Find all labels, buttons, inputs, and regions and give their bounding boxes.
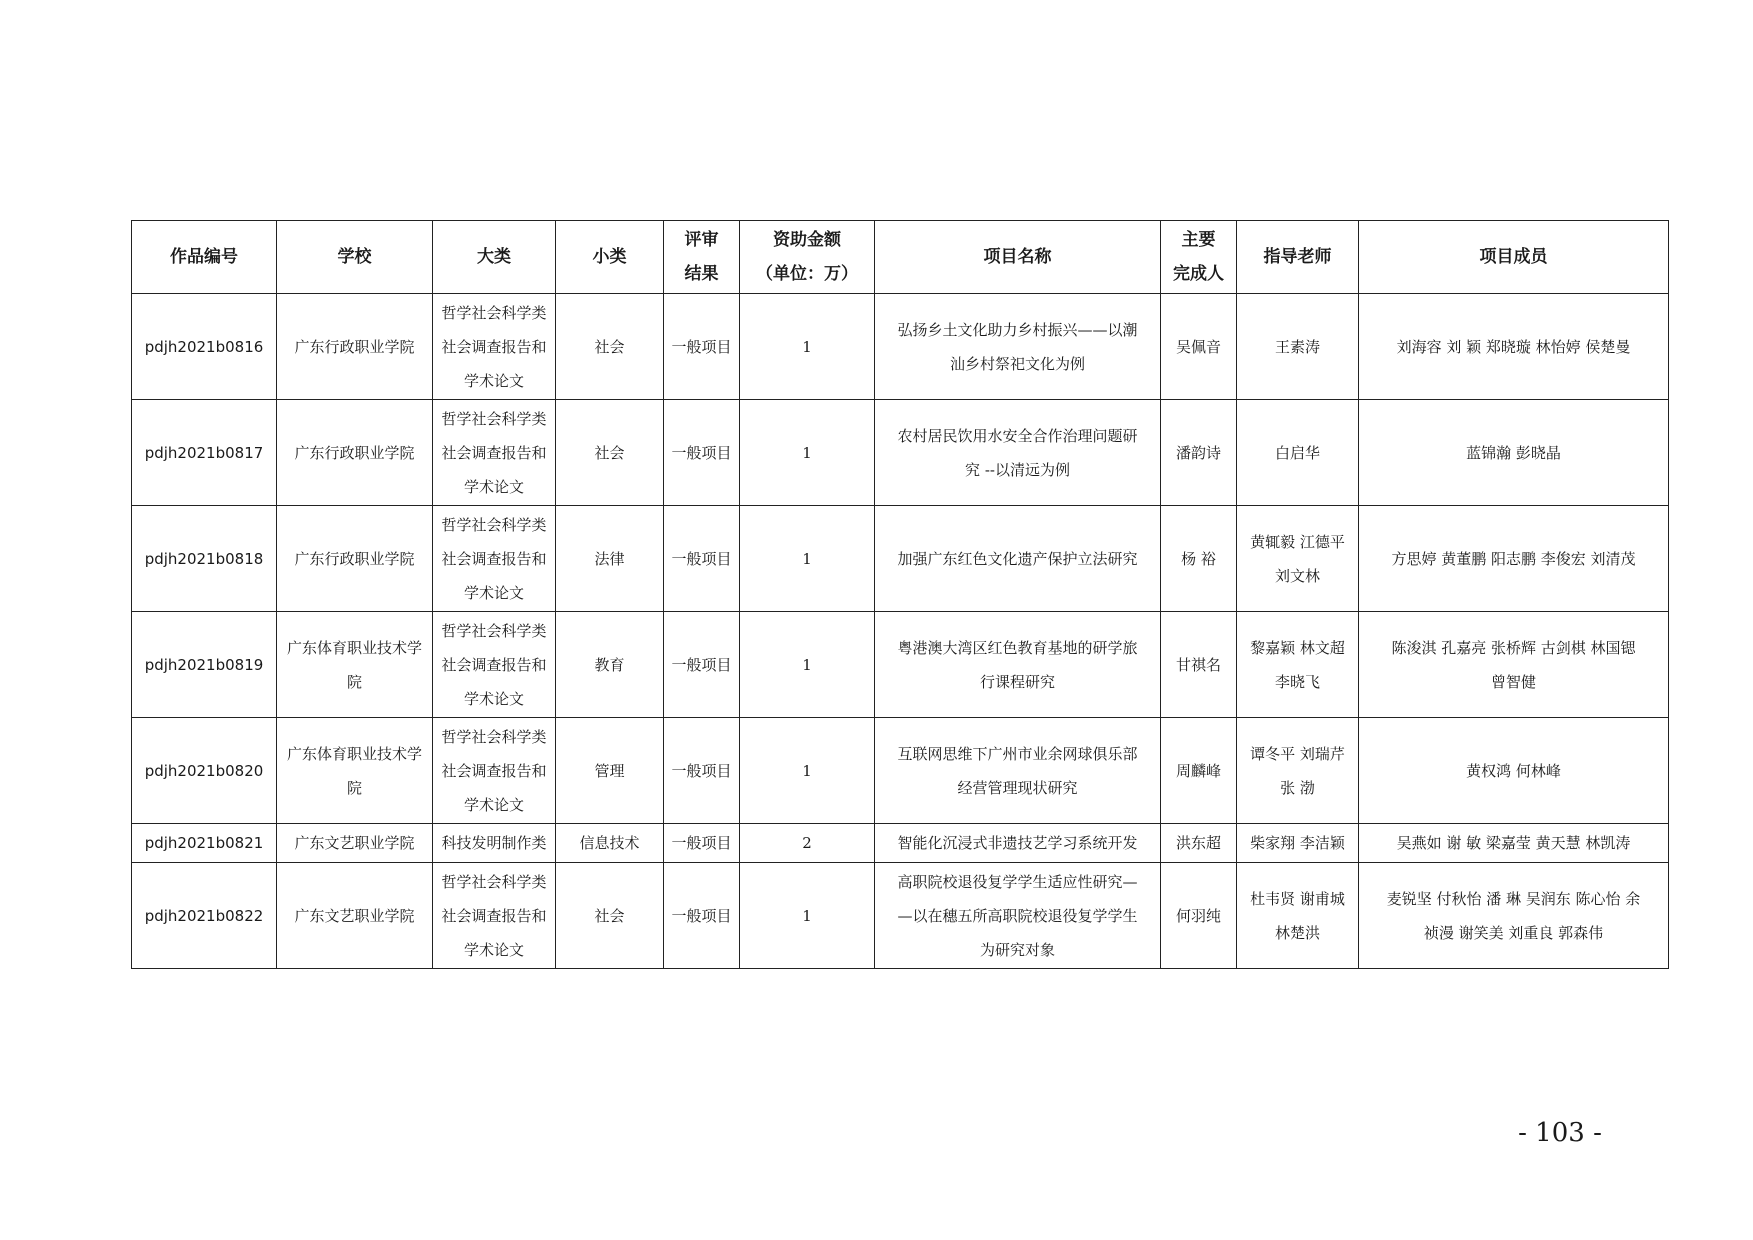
table-body [132,294,1669,969]
cell-school: 广东文艺职业学院 [277,863,433,969]
table-row [132,824,1669,863]
cell-members: 黄权鸿 何林峰 [1359,718,1669,824]
table-row [132,718,1669,824]
cell-subcategory: 教育 [556,612,664,718]
cell-code: pdjh2021b0821 [132,824,277,863]
cell-school: 广东行政职业学院 [277,294,433,400]
cell-advisors: 王素涛 [1237,294,1359,400]
header-leader: 主要 完成人 [1161,221,1237,294]
header-code: 作品编号 [132,221,277,294]
table-row [132,506,1669,612]
cell-result: 一般项目 [664,506,740,612]
cell-code: pdjh2021b0820 [132,718,277,824]
table-row [132,612,1669,718]
cell-school: 广东行政职业学院 [277,506,433,612]
cell-members: 麦锐坚 付秋怡 潘 琳 吴润东 陈心怡 余 祯漫 谢笑美 刘重良 郭森伟 [1359,863,1669,969]
cell-result: 一般项目 [664,863,740,969]
cell-subcategory: 社会 [556,294,664,400]
cell-subcategory: 管理 [556,718,664,824]
cell-leader: 杨 裕 [1161,506,1237,612]
cell-result: 一般项目 [664,612,740,718]
cell-school: 广东行政职业学院 [277,400,433,506]
cell-members: 刘海容 刘 颖 郑晓璇 林怡婷 侯楚曼 [1359,294,1669,400]
header-school: 学校 [277,221,433,294]
cell-category: 科技发明制作类 [433,824,556,863]
cell-funding: 1 [740,506,875,612]
cell-school: 广东体育职业技术学 院 [277,718,433,824]
cell-funding: 1 [740,863,875,969]
cell-category: 哲学社会科学类 社会调查报告和 学术论文 [433,400,556,506]
cell-project: 农村居民饮用水安全合作治理问题研 究 --以清远为例 [875,400,1161,506]
cell-code: pdjh2021b0817 [132,400,277,506]
cell-result: 一般项目 [664,718,740,824]
cell-advisors: 谭冬平 刘瑞芹 张 渤 [1237,718,1359,824]
table-row [132,294,1669,400]
cell-result: 一般项目 [664,824,740,863]
cell-project: 弘扬乡土文化助力乡村振兴——以潮 汕乡村祭祀文化为例 [875,294,1161,400]
cell-members: 方思婷 黄董鹏 阳志鹏 李俊宏 刘清茂 [1359,506,1669,612]
cell-project: 加强广东红色文化遗产保护立法研究 [875,506,1161,612]
cell-advisors: 柴家翔 李洁颖 [1237,824,1359,863]
header-subcategory: 小类 [556,221,664,294]
header-advisors: 指导老师 [1237,221,1359,294]
cell-result: 一般项目 [664,400,740,506]
cell-subcategory: 信息技术 [556,824,664,863]
cell-category: 哲学社会科学类 社会调查报告和 学术论文 [433,718,556,824]
cell-leader: 潘韵诗 [1161,400,1237,506]
cell-school: 广东体育职业技术学 院 [277,612,433,718]
cell-category: 哲学社会科学类 社会调查报告和 学术论文 [433,612,556,718]
cell-category: 哲学社会科学类 社会调查报告和 学术论文 [433,294,556,400]
cell-leader: 吴佩音 [1161,294,1237,400]
cell-members: 蓝锦瀚 彭晓晶 [1359,400,1669,506]
cell-school: 广东文艺职业学院 [277,824,433,863]
cell-leader: 何羽纯 [1161,863,1237,969]
header-funding: 资助金额 （单位：万） [740,221,875,294]
cell-code: pdjh2021b0822 [132,863,277,969]
cell-result: 一般项目 [664,294,740,400]
cell-category: 哲学社会科学类 社会调查报告和 学术论文 [433,506,556,612]
cell-code: pdjh2021b0818 [132,506,277,612]
header-project: 项目名称 [875,221,1161,294]
cell-leader: 甘祺名 [1161,612,1237,718]
table-row [132,863,1669,969]
header-members: 项目成员 [1359,221,1669,294]
cell-subcategory: 法律 [556,506,664,612]
cell-leader: 洪东超 [1161,824,1237,863]
cell-funding: 1 [740,612,875,718]
cell-advisors: 黎嘉颖 林文超 李晓飞 [1237,612,1359,718]
cell-members: 陈浚淇 孔嘉亮 张桥辉 古剑棋 林国锶 曾智健 [1359,612,1669,718]
cell-funding: 1 [740,400,875,506]
cell-category: 哲学社会科学类 社会调查报告和 学术论文 [433,863,556,969]
cell-funding: 1 [740,718,875,824]
cell-members: 吴燕如 谢 敏 梁嘉莹 黄天慧 林凯涛 [1359,824,1669,863]
cell-project: 智能化沉浸式非遗技艺学习系统开发 [875,824,1161,863]
cell-advisors: 杜韦贤 谢甫城 林楚洪 [1237,863,1359,969]
cell-funding: 2 [740,824,875,863]
header-category: 大类 [433,221,556,294]
cell-code: pdjh2021b0819 [132,612,277,718]
cell-advisors: 黄辄毅 江德平 刘文林 [1237,506,1359,612]
header-row [132,221,1669,294]
header-result: 评审 结果 [664,221,740,294]
cell-subcategory: 社会 [556,400,664,506]
cell-project: 互联网思维下广州市业余网球俱乐部 经营管理现状研究 [875,718,1161,824]
cell-advisors: 白启华 [1237,400,1359,506]
cell-subcategory: 社会 [556,863,664,969]
cell-code: pdjh2021b0816 [132,294,277,400]
project-table [131,220,1669,969]
cell-leader: 周麟峰 [1161,718,1237,824]
table-row [132,400,1669,506]
page-number: - 103 - [1518,1118,1602,1148]
cell-project: 高职院校退役复学学生适应性研究— —以在穗五所高职院校退役复学学生 为研究对象 [875,863,1161,969]
cell-funding: 1 [740,294,875,400]
cell-project: 粤港澳大湾区红色教育基地的研学旅 行课程研究 [875,612,1161,718]
